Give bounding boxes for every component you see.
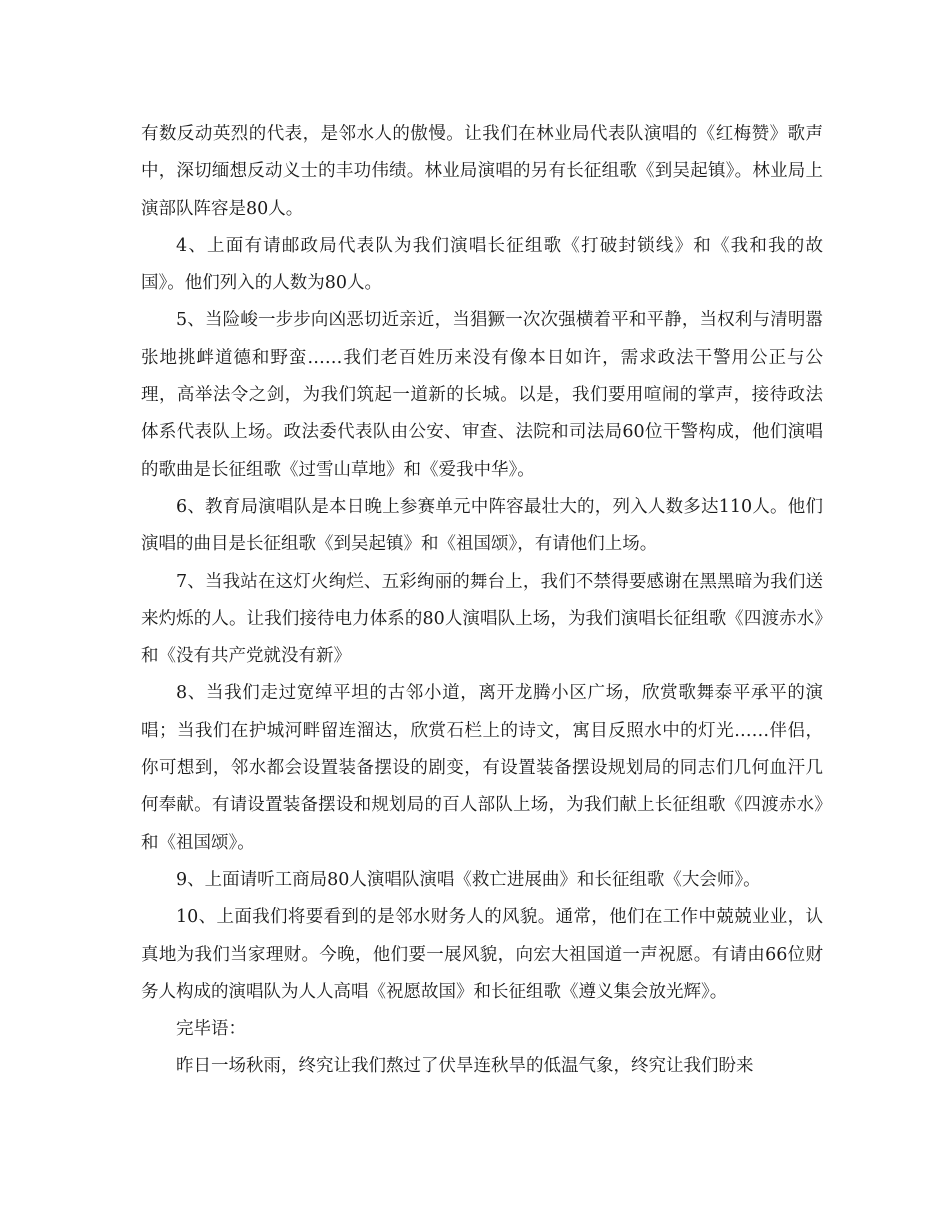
paragraph-item-8: 8、当我们走过宽绰平坦的古邻小道，离开龙腾小区广场，欣赏歌舞泰平承平的演唱；当我们在护城河畔留连溜达，欣赏石栏上的诗文，寓目反照水中的灯光……伴侣，你可想到，邻水都会设置装备摆设的剧变，有设置装备摆设规划局的同志们几何血汗几何奉献。有请设置装备摆设和规划局的百人部队上场，为我们献上长征组歌《四渡赤水》和《祖国颂》。 <box>141 683 823 853</box>
paragraph-item-4: 4、上面有请邮政局代表队为我们演唱长征组歌《打破封锁线》和《我和我的故国》。他们列入的人数为80人。 <box>141 235 823 294</box>
closing-paragraph: 昨日一场秋雨，终究让我们熬过了伏旱连秋旱的低温气象，终究让我们盼来 <box>176 1056 754 1077</box>
paragraph-item-10: 10、上面我们将要看到的是邻水财务人的风貌。通常，他们在工作中兢兢业业，认真地为我们当家理财。今晚，他们要一展风貌，向宏大祖国道一声祝愿。有请由66位财务人构成的演唱队为人人高唱《祝愿故国》和长征组歌《遵义集会放光辉》。 <box>141 907 823 1002</box>
paragraph-forestry-continued: 有数反动英烈的代表，是邻水人的傲慢。让我们在林业局代表队演唱的《红梅赞》歌声中，深切缅想反动义士的丰功伟绩。林业局演唱的另有长征组歌《到吴起镇》。林业局上演部队阵容是80人。 <box>141 124 823 219</box>
paragraph-item-6: 6、教育局演唱队是本日晚上参赛单元中阵容最壮大的，列入人数多达110人。他们演唱的曲目是长征组歌《到吴起镇》和《祖国颂》，有请他们上场。 <box>141 496 823 555</box>
paragraph-item-9: 9、上面请听工商局80人演唱队演唱《救亡进展曲》和长征组歌《大会师》。 <box>176 869 761 890</box>
document-body <box>141 116 823 1086</box>
closing-heading: 完毕语： <box>176 1019 246 1040</box>
paragraph-item-5: 5、当险峻一步步向凶恶切近亲近，当猖獗一次次强横着平和平静，当权利与清明嚣张地挑衅道德和野蛮……我们老百姓历来没有像本日如许，需求政法干警用公正与公理，高举法令之剑，为我们筑起一道新的长城。以是，我们要用喧闹的掌声，接待政法体系代表队上场。政法委代表队由公安、审查、法院和司法局60位干警构成，他们演唱的歌曲是长征组歌《过雪山草地》和《爱我中华》。 <box>141 310 823 480</box>
paragraph-item-7: 7、当我站在这灯火绚烂、五彩绚丽的舞台上，我们不禁得要感谢在黑黑暗为我们送来灼烁的人。让我们接待电力体系的80人演唱队上场，为我们演唱长征组歌《四渡赤水》和《没有共产党就没有新》 <box>141 571 823 667</box>
